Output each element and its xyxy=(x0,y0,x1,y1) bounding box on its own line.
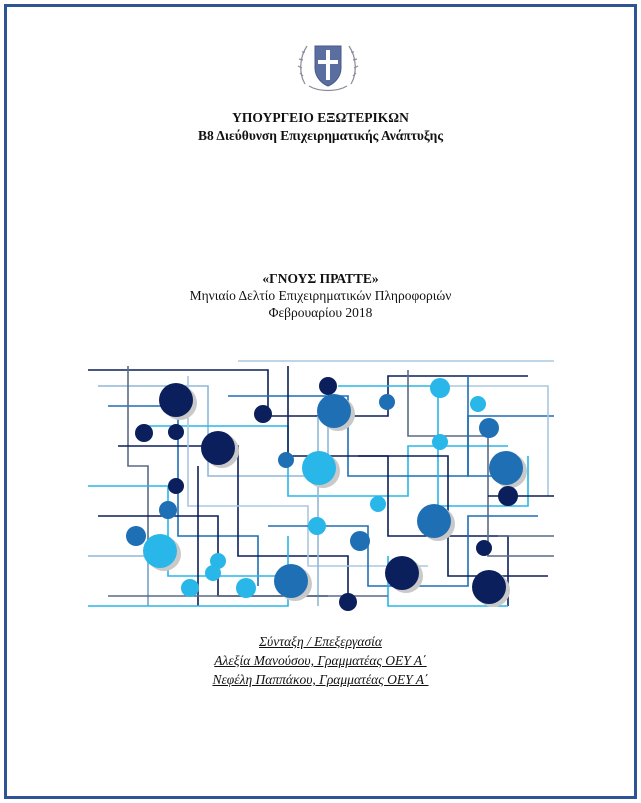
bulletin-subtitle: Μηνιαίο Δελτίο Επιχειρηματικών Πληροφοριών xyxy=(189,288,452,303)
credits-heading: Σύνταξη / Επεξεργασία xyxy=(259,634,382,649)
directorate-name: Β8 Διεύθυνση Επιχειρηματικής Ανάπτυξης xyxy=(197,128,444,143)
credits-author-2: Νεφέλη Παππάκου, Γραμματέας ΟΕΥ Α΄ xyxy=(212,672,429,687)
bulletin-name: «ΓΝΟΥΣ ΠΡΑΤΤΕ» xyxy=(262,271,379,286)
greek-coat-of-arms-icon xyxy=(297,36,359,94)
bulletin-title-block xyxy=(0,270,641,321)
credits-author-1: Αλεξία Μανούσου, Γραμματέας ΟΕΥ Α΄ xyxy=(214,653,427,668)
bulletin-date: Φεβρουαρίου 2018 xyxy=(268,305,373,320)
ministry-name: ΥΠΟΥΡΓΕΙΟ ΕΞΩΤΕΡΙΚΩΝ xyxy=(232,110,409,125)
credits-block xyxy=(0,632,641,689)
network-circuit-illustration xyxy=(88,356,554,616)
ministry-header xyxy=(0,109,641,145)
